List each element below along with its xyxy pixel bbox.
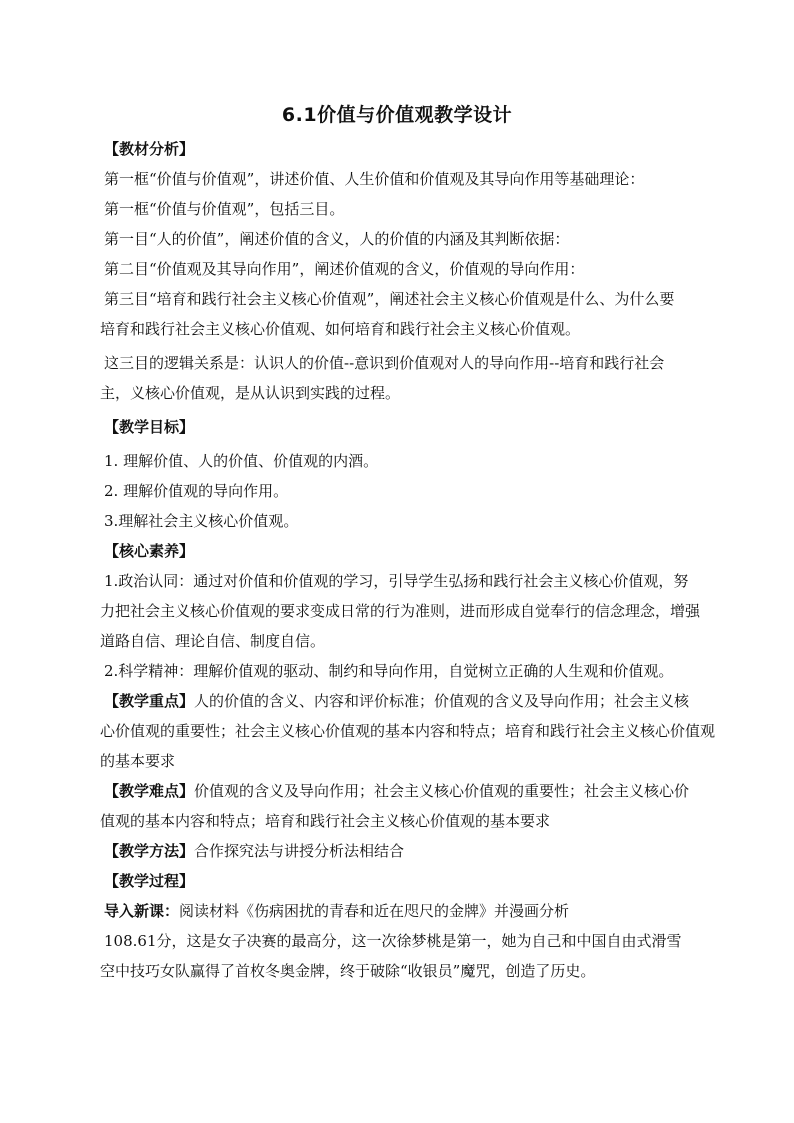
paragraph-continuation: 值观的基本内容和特点；培育和践行社会主义核心价值观的基本要求: [100, 812, 551, 830]
intro-label: 导入新课：: [104, 902, 180, 920]
paragraph: 108.61分，这是女子决赛的最高分，这一次徐梦桃是第一，她为自己和中国自由式滑雪: [104, 932, 682, 950]
paragraph: 第三目“培育和践行社会主义核心价值观”，阐述社会主义核心价值观是什么、为什么要: [104, 290, 675, 308]
difficult-points-text: 价值观的含义及导向作用；社会主义核心价值观的重要性；社会主义核心价: [194, 782, 690, 800]
key-points-text: 人的价值的含义、内容和评价标准；价值观的含义及导向作用；社会主义核: [194, 692, 690, 710]
paragraph-continuation: 力把社会主义核心价值观的要求变成日常的行为准则，进而形成自觉奉行的信念理念，增强: [100, 602, 701, 620]
document-body: [100, 134, 720, 986]
key-points-label: 【教学重点】: [104, 692, 195, 710]
paragraph: 这三目的逻辑关系是：认识人的价值--意识到价值观对人的导向作用--培育和践行社会: [104, 354, 665, 372]
paragraph: 第一目“人的价值”，阐述价值的含义，人的价值的内涵及其判断依据：: [104, 230, 570, 248]
paragraph-continuation: 培育和践行社会主义核心价值观、如何培育和践行社会主义核心价值观。: [100, 320, 581, 338]
difficult-points-label: 【教学难点】: [104, 782, 195, 800]
paragraph-continuation: 心价值观的重要性；社会主义核心价值观的基本内容和特点；培育和践行社会主义核心价值观: [100, 722, 716, 740]
method-paragraph: [104, 836, 720, 866]
intro-paragraph: [104, 896, 720, 926]
paragraph-continuation: 空中技巧女队赢得了首枚冬奥金牌，终于破除“收银员”魔咒，创造了历史。: [100, 962, 596, 980]
goal-item: 2. 理解价值观的导向作用。: [104, 482, 289, 500]
section-heading-goals: 【教学目标】: [104, 418, 195, 436]
section-heading-process: 【教学过程】: [104, 872, 195, 890]
method-label: 【教学方法】: [104, 842, 195, 860]
section-heading-material: 【教材分析】: [104, 140, 195, 158]
intro-text: 阅读材料《伤病困扰的青春和近在咫尺的金牌》并漫画分析: [179, 902, 570, 920]
method-text: 合作探究法与讲授分析法相结合: [194, 842, 405, 860]
paragraph: 第一框“价值与价值观”，包括三目。: [104, 200, 345, 218]
paragraph-continuation: 的基本要求: [100, 752, 176, 770]
section-heading-core: 【核心素养】: [104, 542, 195, 560]
goal-item: 3.理解社会主义核心价值观。: [104, 512, 299, 530]
paragraph: 1.政治认同：通过对价值和价值观的学习，引导学生弘扬和践行社会主义核心价值观，努: [104, 572, 689, 590]
document-title: 6.1价值与价值观教学设计: [281, 104, 513, 126]
paragraph-continuation: 主，义核心价值观，是从认识到实践的过程。: [100, 384, 401, 402]
paragraph: 第一框“价值与价值观”，讲述价值、人生价值和价值观及其导向作用等基础理论：: [104, 170, 645, 188]
paragraph: 2.科学精神：理解价值观的驱动、制约和导向作用，自觉树立正确的人生观和价值观。: [104, 662, 674, 680]
key-points-paragraph: [104, 686, 720, 716]
paragraph: 第二目“价值观及其导向作用”，阐述价值观的含义，价值观的导向作用：: [104, 260, 585, 278]
goal-item: 1. 理解价值、人的价值、价值观的内酒。: [104, 452, 379, 470]
difficult-points-paragraph: [104, 776, 720, 806]
paragraph-continuation: 道路自信、理论自信、制度自信。: [100, 632, 326, 650]
